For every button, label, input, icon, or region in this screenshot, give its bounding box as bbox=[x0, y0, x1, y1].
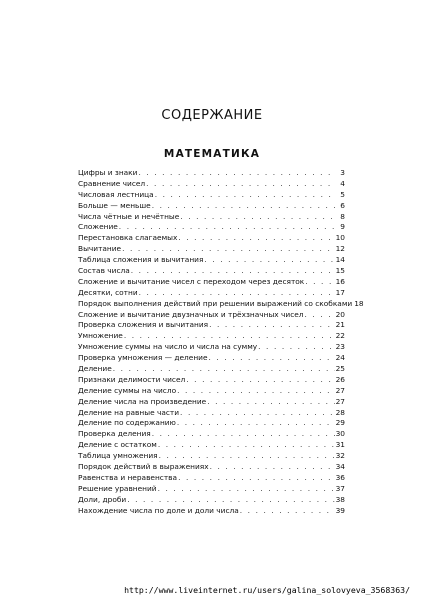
toc-entry-title: Умножение суммы на число и числа на сумму bbox=[78, 342, 258, 352]
dot-leader bbox=[138, 168, 335, 179]
toc-entry-page: 28 bbox=[335, 407, 345, 417]
dot-leader bbox=[178, 233, 334, 244]
toc-entry-page: 39 bbox=[335, 505, 345, 515]
toc-entry-title: Сложение и вычитание двузначных и трёхзначных чисел bbox=[78, 309, 304, 319]
toc-entry-title: Таблица умножения bbox=[78, 451, 158, 461]
toc-entry-title: Сложение и вычитание чисел с переходом через десяток bbox=[78, 276, 305, 286]
dot-leader bbox=[180, 212, 335, 223]
dot-leader bbox=[152, 429, 335, 440]
toc-entry-page: 18 bbox=[354, 298, 364, 308]
toc-entry-title: Таблица сложения и вычитания bbox=[78, 255, 204, 265]
toc-entry-title: Больше — меньше bbox=[78, 200, 151, 210]
toc-entry bbox=[78, 212, 345, 223]
toc-entry-page: 38 bbox=[335, 494, 345, 504]
toc-entry-page: 20 bbox=[335, 309, 345, 319]
toc-entry-title: Проверка деления bbox=[78, 429, 151, 439]
toc-entry-page: 23 bbox=[335, 342, 345, 352]
toc-entry-page: 9 bbox=[340, 222, 345, 232]
toc-entry bbox=[78, 408, 345, 419]
toc-entry-title: Сравнение чисел bbox=[78, 178, 146, 188]
toc-entry-page: 32 bbox=[335, 451, 345, 461]
toc-entry-page: 26 bbox=[335, 374, 345, 384]
toc-entry bbox=[78, 364, 345, 375]
toc-entry bbox=[78, 473, 345, 484]
toc-entry-page: 36 bbox=[335, 472, 345, 482]
toc-entry bbox=[78, 168, 345, 179]
toc-entry-title: Сложение bbox=[78, 222, 118, 232]
dot-leader bbox=[122, 244, 335, 255]
toc-entry bbox=[78, 222, 345, 233]
toc-entry-title: Проверка сложения и вычитания bbox=[78, 320, 209, 330]
dot-leader bbox=[210, 462, 335, 473]
dot-leader bbox=[155, 190, 335, 201]
toc-entry bbox=[78, 288, 345, 299]
toc-entry-title: Вычитание bbox=[78, 244, 122, 254]
toc-entry bbox=[78, 233, 345, 244]
dot-leader bbox=[180, 408, 335, 419]
toc-entry-title: Деление на равные части bbox=[78, 407, 180, 417]
toc-entry-page: 15 bbox=[335, 266, 345, 276]
dot-leader bbox=[113, 364, 335, 375]
toc-entry bbox=[78, 310, 345, 321]
toc-entry-page: 25 bbox=[335, 364, 345, 374]
toc-entry-title: Деление числа на произведение bbox=[78, 396, 207, 406]
toc-entry-title: Состав числа bbox=[78, 266, 130, 276]
toc-entry-title: Деление bbox=[78, 364, 112, 374]
toc-entry bbox=[78, 298, 364, 310]
dot-leader bbox=[119, 222, 335, 233]
toc-entry-title: Равенства и неравенства bbox=[78, 472, 178, 482]
toc-entry-title: Деление по содержанию bbox=[78, 418, 176, 428]
dot-leader bbox=[178, 473, 335, 484]
dot-leader bbox=[124, 331, 335, 342]
toc-entry-page: 4 bbox=[340, 178, 345, 188]
toc-entry-page: 14 bbox=[335, 255, 345, 265]
dot-leader bbox=[204, 255, 334, 266]
toc-entry bbox=[78, 190, 345, 201]
toc-entry-title: Доли, дроби bbox=[78, 494, 127, 504]
toc-entry-page: 17 bbox=[335, 287, 345, 297]
toc-entry bbox=[78, 429, 345, 440]
toc-entry-title: Порядок действий в выражениях bbox=[78, 462, 209, 472]
toc-entry bbox=[78, 375, 345, 386]
toc-entry-page: 22 bbox=[335, 331, 345, 341]
toc-entry-title: Нахождение числа по доле и доли числа bbox=[78, 505, 239, 515]
toc-entry bbox=[78, 331, 345, 342]
toc-entry bbox=[78, 244, 345, 255]
toc-entry-page: 27 bbox=[335, 396, 345, 406]
toc-entry-title: Признаки делимости чисел bbox=[78, 374, 186, 384]
dot-leader bbox=[258, 342, 334, 353]
dot-leader bbox=[177, 386, 335, 397]
toc-entry-title: Деление с остатком bbox=[78, 440, 157, 450]
toc-entry bbox=[78, 342, 345, 353]
toc-entry bbox=[78, 266, 345, 277]
toc-entry-page: 27 bbox=[335, 385, 345, 395]
toc-entry bbox=[78, 386, 345, 397]
toc-entry-page: 8 bbox=[340, 211, 345, 221]
toc-entry-title: Цифры и знаки bbox=[78, 168, 138, 177]
contents-heading: СОДЕРЖАНИЕ bbox=[161, 108, 263, 123]
toc-entry bbox=[78, 451, 345, 462]
toc-entry bbox=[78, 255, 345, 266]
toc-entry-title: Умножение bbox=[78, 331, 123, 341]
toc-entry-title: Перестановка слагаемых bbox=[78, 233, 178, 243]
toc-entry-title: Решение уравнений bbox=[78, 483, 157, 493]
toc-entry-page: 6 bbox=[340, 200, 345, 210]
toc-entry bbox=[78, 277, 345, 288]
toc-entry-page: 5 bbox=[340, 189, 345, 199]
section-heading: МАТЕМАТИКА bbox=[163, 148, 261, 160]
toc-entry-page: 16 bbox=[335, 276, 345, 286]
dot-leader bbox=[127, 495, 334, 506]
toc-entry-title: Десятки, сотни bbox=[78, 287, 138, 297]
toc-entry-page: 34 bbox=[335, 462, 345, 472]
toc-entry-title: Порядок выполнения действий при решении выражений со скобками bbox=[78, 298, 353, 308]
dot-leader bbox=[146, 179, 335, 190]
dot-leader bbox=[158, 484, 335, 495]
dot-leader bbox=[139, 288, 335, 299]
source-url: http://www.liveinternet.ru/users/galina_solovyeva_3568363/ bbox=[124, 585, 410, 595]
toc-entry-page: 29 bbox=[335, 418, 345, 428]
toc-entry bbox=[78, 418, 345, 429]
toc-entry-title: Проверка умножения — деление bbox=[78, 353, 208, 363]
toc-entry-title: Деление суммы на число bbox=[78, 385, 177, 395]
toc-entry bbox=[78, 506, 345, 517]
toc-entry bbox=[78, 462, 345, 473]
toc-entry-page: 24 bbox=[335, 353, 345, 363]
dot-leader bbox=[152, 201, 335, 212]
table-of-contents bbox=[78, 168, 364, 517]
toc-entry bbox=[78, 440, 345, 451]
dot-leader bbox=[209, 353, 335, 364]
toc-entry-title: Числовая лестница bbox=[78, 189, 154, 199]
toc-entry-page: 31 bbox=[335, 440, 345, 450]
toc-entry bbox=[78, 495, 345, 506]
toc-entry bbox=[78, 320, 345, 331]
dot-leader bbox=[131, 266, 335, 277]
toc-entry bbox=[78, 179, 345, 190]
toc-entry bbox=[78, 397, 345, 408]
toc-entry bbox=[78, 484, 345, 495]
toc-entry bbox=[78, 353, 345, 364]
toc-entry-page: 21 bbox=[335, 320, 345, 330]
dot-leader bbox=[177, 418, 335, 429]
dot-leader bbox=[209, 320, 335, 331]
toc-entry-title: Числа чётные и нечётные bbox=[78, 211, 180, 221]
dot-leader bbox=[240, 506, 335, 517]
toc-entry-page: 12 bbox=[335, 244, 345, 254]
dot-leader bbox=[159, 451, 335, 462]
dot-leader bbox=[305, 310, 335, 321]
toc-entry-page: 3 bbox=[340, 168, 345, 177]
dot-leader bbox=[207, 397, 334, 408]
toc-entry-page: 30 bbox=[335, 429, 345, 439]
toc-entry-page: 37 bbox=[335, 483, 345, 493]
dot-leader bbox=[305, 277, 334, 288]
toc-entry bbox=[78, 201, 345, 212]
dot-leader bbox=[158, 440, 335, 451]
dot-leader bbox=[186, 375, 334, 386]
toc-entry-page: 10 bbox=[335, 233, 345, 243]
